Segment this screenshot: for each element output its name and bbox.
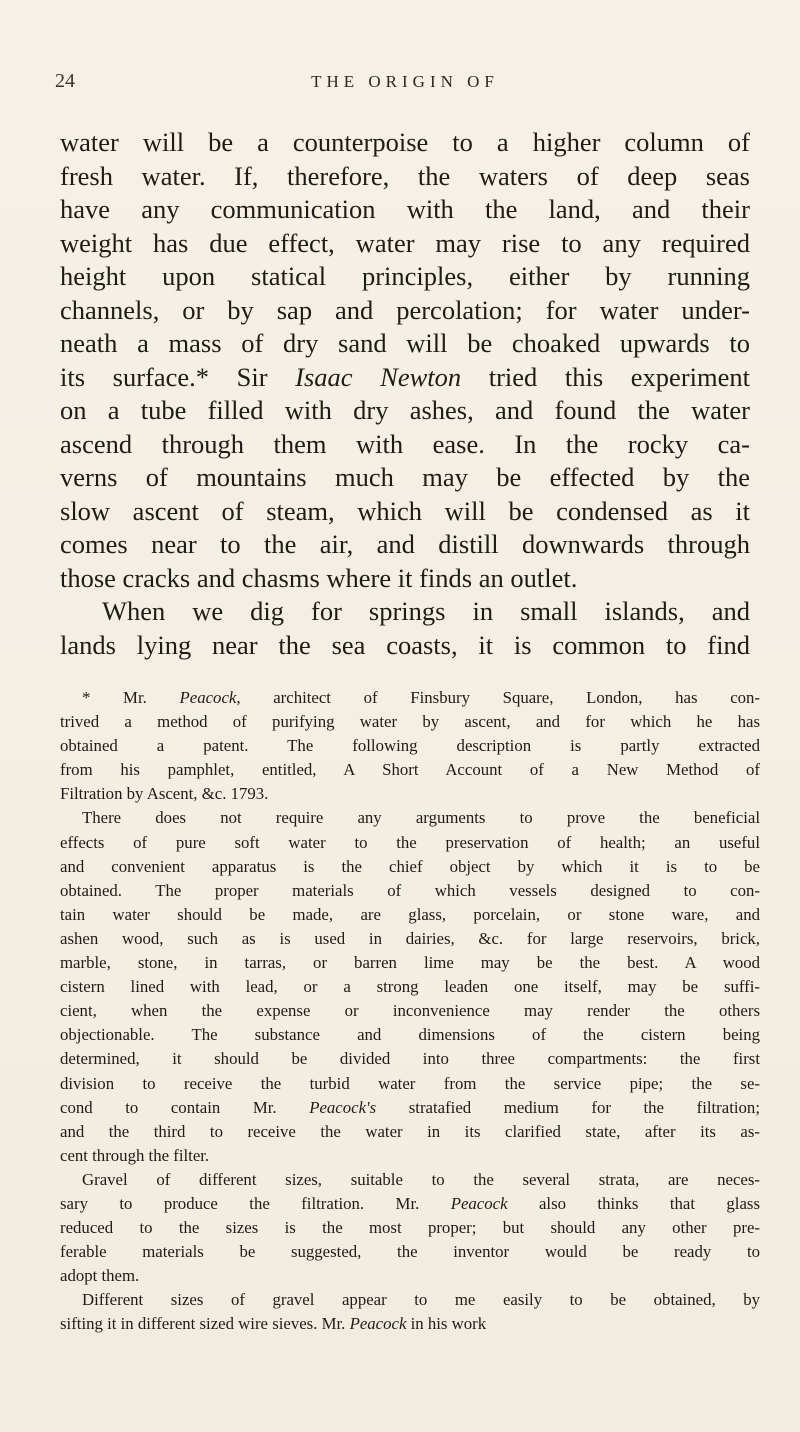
footnote-line: Different sizes of gravel appear to me easily to be obtained, by [82,1290,760,1310]
text-line: height upon statical principles, either by running [60,261,750,291]
footnote-line [60,1312,760,1336]
text-line: lands lying near the sea coasts, it is common to find [60,629,750,660]
footnote-segment: sifting it in different sized wire sieves. Mr. [60,1314,350,1334]
text-line: comes near to the air, and distill downwards through [60,529,750,559]
running-title: THE ORIGIN OF [311,72,499,91]
footnote-line [60,1096,760,1120]
footnote-line: There does not require any arguments to prove the beneficial [82,808,760,828]
text-line: fresh water. If, therefore, the waters of deep seas [60,160,750,191]
footnote-line: Filtration by Ascent, &c. 1793. [60,784,269,804]
footnote-segment: stratafied medium for the filtration; [376,1097,760,1117]
text-segment: its surface.* Sir [60,361,296,392]
footnote-line [60,686,760,710]
text-line: those cracks and chasms where it finds an outlet. [60,562,578,593]
text-line [60,361,750,395]
text-line: weight has due effect, water may rise to any required [60,227,750,258]
footnote-line: adopt them. [60,1266,140,1286]
text-line: verns of mountains much may be effected by the [60,462,750,492]
text-segment: tried this experiment [461,361,750,392]
footnote-block [60,686,760,1337]
footnote-segment: , architect of Finsbury Square, London, has con- [236,688,761,707]
text-line: on a tube filled with dry ashes, and found the water [60,395,750,425]
page-number: 24 [55,70,75,92]
footnote-line: and convenient apparatus is the chief object by which it is to be [60,856,760,876]
footnote-segment: cond to contain Mr. [60,1097,310,1117]
footnote-line: cient, when the expense or inconvenience may render the others [60,1001,760,1021]
footnote-segment: * Mr. [82,688,180,707]
footnote-line: obtained. The proper materials of which vessels designed to con- [60,880,760,900]
text-line: slow ascent of steam, which will be condensed as it [60,495,750,526]
text-line: water will be a counterpoise to a higher column of [60,127,750,157]
text-line: neath a mass of dry sand will be choaked upwards to [60,328,750,358]
footnote-line: obtained a patent. The following description is partly extracted [60,736,760,756]
name-isaac-newton: Isaac Newton [295,361,462,392]
footnote-line: division to receive the turbid water from the service pipe; the se- [60,1073,760,1093]
footnote-line: determined, it should be divided into three compartments: the first [60,1049,760,1069]
name-peacocks: Peacock's [309,1097,377,1117]
footnote-segment: sary to produce the filtration. Mr. [60,1193,451,1213]
name-peacock: Peacock [450,1193,508,1213]
main-text [60,126,750,662]
footnote-line: marble, stone, in tarras, or barren lime may be the best. A wood [60,953,760,973]
footnote-line: ferable materials be suggested, the inventor would be ready to [60,1242,760,1262]
paragraph-start-line: When we dig for springs in small islands, and [102,596,750,626]
name-peacock: Peacock [349,1314,407,1334]
footnote-line: Gravel of different sizes, suitable to the several strata, are neces- [82,1169,760,1189]
text-line: have any communication with the land, and their [60,194,750,224]
footnote-line: trived a method of purifying water by ascent, and for which he has [60,712,760,732]
footnote-line [60,1192,760,1216]
name-peacock: Peacock [179,688,237,707]
text-line: channels, or by sap and percolation; for water under- [60,294,750,325]
footnote-line: effects of pure soft water to the preservation of health; an useful [60,832,760,852]
footnote-line: cistern lined with lead, or a strong leaden one itself, may be suffi- [60,977,760,997]
footnote-line: ashen wood, such as is used in dairies, &c. for large reservoirs, brick, [60,928,760,948]
page-header [55,70,755,102]
footnote-line: from his pamphlet, entitled, A Short Account of a New Method of [60,760,760,780]
footnote-line: cent through the filter. [60,1145,210,1165]
text-line: ascend through them with ease. In the rocky ca- [60,428,750,459]
footnote-line: objectionable. The substance and dimensions of the cistern being [60,1025,760,1045]
footnote-segment: also thinks that glass [507,1193,760,1213]
footnote-line: tain water should be made, are glass, porcelain, or stone ware, and [60,904,760,924]
footnote-segment: in his work [406,1314,487,1334]
footnote-line: reduced to the sizes is the most proper; but should any other pre- [60,1218,760,1238]
footnote-line: and the third to receive the water in its clarified state, after its as- [60,1121,760,1141]
